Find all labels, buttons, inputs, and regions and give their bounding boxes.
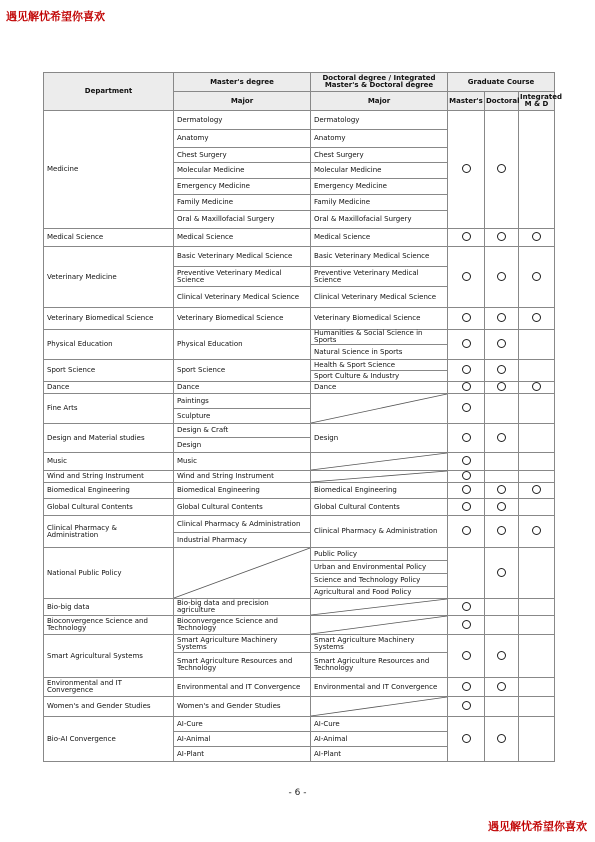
- table-row: [44, 499, 555, 516]
- masters-major-cell: Dance: [174, 382, 311, 394]
- department-cell: Music: [44, 453, 174, 471]
- circle-icon: [497, 232, 506, 241]
- masters-course-mark: [448, 678, 485, 697]
- doctoral-course-mark: [485, 599, 519, 616]
- department-cell: Sport Science: [44, 360, 174, 382]
- masters-major-cell: Emergency Medicine: [174, 179, 311, 195]
- doctoral-course-mark: [485, 330, 519, 360]
- department-cell: Medicine: [44, 111, 174, 229]
- table-row: [44, 599, 555, 616]
- department-cell: Veterinary Medicine: [44, 247, 174, 308]
- masters-course-mark: [448, 516, 485, 548]
- masters-course-mark: [448, 483, 485, 499]
- integrated-course-mark: [519, 394, 555, 424]
- masters-major-cell: Basic Veterinary Medical Science: [174, 247, 311, 267]
- header-major-masters: Major: [174, 92, 311, 111]
- masters-major-cell: Global Cultural Contents: [174, 499, 311, 516]
- circle-icon: [462, 272, 471, 281]
- doctoral-major-cell: Emergency Medicine: [311, 179, 448, 195]
- masters-major-cell: Women's and Gender Studies: [174, 697, 311, 717]
- masters-major-cell: Chest Surgery: [174, 148, 311, 163]
- doctoral-major-cell: Smart Agriculture Machinery Systems: [311, 635, 448, 653]
- masters-major-cell: Music: [174, 453, 311, 471]
- not-offered-slash: [311, 471, 447, 482]
- doctoral-not-offered-cell: [311, 394, 448, 424]
- circle-icon: [462, 502, 471, 511]
- department-cell: Wind and String Instrument: [44, 471, 174, 483]
- page-number: - 6 -: [288, 788, 307, 798]
- masters-major-cell: Clinical Veterinary Medical Science: [174, 287, 311, 308]
- circle-icon: [497, 313, 506, 322]
- integrated-course-mark: [519, 229, 555, 247]
- table-row: [44, 616, 555, 635]
- circle-icon: [462, 456, 471, 465]
- doctoral-major-cell: Dermatology: [311, 111, 448, 130]
- circle-icon: [462, 433, 471, 442]
- doctoral-course-mark: [485, 308, 519, 330]
- masters-major-cell: Clinical Pharmacy & Administration: [174, 516, 311, 533]
- masters-course-mark: [448, 229, 485, 247]
- masters-major-cell: Oral & Maxillofacial Surgery: [174, 211, 311, 229]
- table-row: [44, 483, 555, 499]
- department-cell: Global Cultural Contents: [44, 499, 174, 516]
- department-cell: Physical Education: [44, 330, 174, 360]
- integrated-course-mark: [519, 635, 555, 678]
- table-row: [44, 382, 555, 394]
- circle-icon: [532, 485, 541, 494]
- masters-major-cell: Smart Agriculture Resources and Technology: [174, 653, 311, 678]
- masters-course-mark: [448, 424, 485, 453]
- table-row: [44, 678, 555, 697]
- doctoral-course-mark: [485, 382, 519, 394]
- doctoral-major-cell: Dance: [311, 382, 448, 394]
- header-major-doctoral: Major: [311, 92, 448, 111]
- circle-icon: [462, 734, 471, 743]
- table-row: [44, 229, 555, 247]
- circle-icon: [497, 382, 506, 391]
- department-cell: Clinical Pharmacy & Administration: [44, 516, 174, 548]
- circle-icon: [532, 272, 541, 281]
- circle-icon: [497, 365, 506, 374]
- integrated-course-mark: [519, 483, 555, 499]
- doctoral-course-mark: [485, 111, 519, 229]
- masters-not-offered-cell: [174, 548, 311, 599]
- doctoral-course-mark: [485, 229, 519, 247]
- doctoral-major-cell: Humanities & Social Science in Sports: [311, 330, 448, 345]
- circle-icon: [497, 682, 506, 691]
- masters-course-mark: [448, 111, 485, 229]
- doctoral-major-cell: AI-Plant: [311, 747, 448, 762]
- masters-major-cell: Bio-big data and precision agriculture: [174, 599, 311, 616]
- department-cell: Bio-AI Convergence: [44, 717, 174, 762]
- circle-icon: [497, 651, 506, 660]
- masters-course-mark: [448, 635, 485, 678]
- masters-major-cell: AI-Animal: [174, 732, 311, 747]
- integrated-course-mark: [519, 599, 555, 616]
- masters-course-mark: [448, 616, 485, 635]
- doctoral-major-cell: Natural Science in Sports: [311, 345, 448, 360]
- masters-major-cell: Sport Science: [174, 360, 311, 382]
- masters-major-cell: Paintings: [174, 394, 311, 409]
- integrated-course-mark: [519, 548, 555, 599]
- department-cell: Bio-big data: [44, 599, 174, 616]
- table-row: [44, 548, 555, 561]
- doctoral-course-mark: [485, 678, 519, 697]
- doctoral-major-cell: Basic Veterinary Medical Science: [311, 247, 448, 267]
- masters-major-cell: Sculpture: [174, 409, 311, 424]
- integrated-course-mark: [519, 499, 555, 516]
- not-offered-slash: [311, 599, 447, 615]
- masters-course-mark: [448, 499, 485, 516]
- masters-major-cell: Preventive Veterinary Medical Science: [174, 267, 311, 287]
- not-offered-slash: [311, 616, 447, 634]
- integrated-course-mark: [519, 471, 555, 483]
- doctoral-major-cell: Molecular Medicine: [311, 163, 448, 179]
- doctoral-not-offered-cell: [311, 599, 448, 616]
- doctoral-course-mark: [485, 516, 519, 548]
- doctoral-course-mark: [485, 483, 519, 499]
- circle-icon: [532, 382, 541, 391]
- header-masters: Master's: [448, 92, 485, 111]
- masters-major-cell: Industrial Pharmacy: [174, 533, 311, 548]
- circle-icon: [462, 339, 471, 348]
- integrated-course-mark: [519, 516, 555, 548]
- table-row: [44, 471, 555, 483]
- doctoral-major-cell: AI-Cure: [311, 717, 448, 732]
- doctoral-major-cell: Anatomy: [311, 130, 448, 148]
- doctoral-major-cell: Preventive Veterinary Medical Science: [311, 267, 448, 287]
- doctoral-course-mark: [485, 697, 519, 717]
- circle-icon: [462, 602, 471, 611]
- masters-major-cell: Physical Education: [174, 330, 311, 360]
- masters-course-mark: [448, 453, 485, 471]
- header-doctoral-degree: Doctoral degree / Integrated Master's & Doctoral degree: [311, 73, 448, 92]
- masters-course-mark: [448, 330, 485, 360]
- doctoral-course-mark: [485, 635, 519, 678]
- header-masters-degree: Master's degree: [174, 73, 311, 92]
- doctoral-major-cell: Agricultural and Food Policy: [311, 587, 448, 599]
- table-row: [44, 697, 555, 717]
- not-offered-slash: [311, 453, 447, 470]
- integrated-course-mark: [519, 424, 555, 453]
- masters-major-cell: Medical Science: [174, 229, 311, 247]
- masters-major-cell: Family Medicine: [174, 195, 311, 211]
- circle-icon: [497, 272, 506, 281]
- doctoral-major-cell: Biomedical Engineering: [311, 483, 448, 499]
- doctoral-major-cell: Environmental and IT Convergence: [311, 678, 448, 697]
- doctoral-major-cell: Urban and Environmental Policy: [311, 561, 448, 574]
- doctoral-major-cell: Health & Sport Science: [311, 360, 448, 371]
- circle-icon: [462, 313, 471, 322]
- not-offered-slash: [311, 394, 447, 423]
- masters-course-mark: [448, 382, 485, 394]
- masters-major-cell: Dermatology: [174, 111, 311, 130]
- masters-course-mark: [448, 599, 485, 616]
- masters-course-mark: [448, 717, 485, 762]
- doctoral-major-cell: Oral & Maxillofacial Surgery: [311, 211, 448, 229]
- doctoral-major-cell: AI-Animal: [311, 732, 448, 747]
- masters-major-cell: AI-Plant: [174, 747, 311, 762]
- table-row: [44, 360, 555, 371]
- masters-major-cell: Design & Craft: [174, 424, 311, 438]
- doctoral-major-cell: Chest Surgery: [311, 148, 448, 163]
- watermark-bottom: 遇见解忧希望你喜欢: [488, 820, 587, 833]
- doctoral-course-mark: [485, 548, 519, 599]
- doctoral-course-mark: [485, 360, 519, 382]
- circle-icon: [497, 526, 506, 535]
- masters-major-cell: Environmental and IT Convergence: [174, 678, 311, 697]
- integrated-course-mark: [519, 382, 555, 394]
- table-row: [44, 424, 555, 438]
- not-offered-slash: [174, 548, 310, 598]
- department-cell: Dance: [44, 382, 174, 394]
- doctoral-major-cell: Design: [311, 424, 448, 453]
- doctoral-course-mark: [485, 717, 519, 762]
- masters-course-mark: [448, 308, 485, 330]
- masters-major-cell: Molecular Medicine: [174, 163, 311, 179]
- header-graduate-course: Graduate Course: [448, 73, 555, 92]
- doctoral-major-cell: Public Policy: [311, 548, 448, 561]
- circle-icon: [497, 485, 506, 494]
- masters-course-mark: [448, 247, 485, 308]
- header-department: Department: [44, 73, 174, 111]
- header-integrated: Integrated M & D: [519, 92, 555, 111]
- circle-icon: [462, 471, 471, 480]
- masters-major-cell: AI-Cure: [174, 717, 311, 732]
- doctoral-course-mark: [485, 394, 519, 424]
- graduate-program-table: [43, 72, 562, 762]
- circle-icon: [532, 313, 541, 322]
- doctoral-course-mark: [485, 616, 519, 635]
- circle-icon: [532, 526, 541, 535]
- department-cell: Medical Science: [44, 229, 174, 247]
- department-cell: Women's and Gender Studies: [44, 697, 174, 717]
- department-cell: Bioconvergence Science and Technology: [44, 616, 174, 635]
- doctoral-not-offered-cell: [311, 453, 448, 471]
- circle-icon: [462, 382, 471, 391]
- doctoral-course-mark: [485, 247, 519, 308]
- masters-course-mark: [448, 471, 485, 483]
- doctoral-course-mark: [485, 499, 519, 516]
- department-cell: Fine Arts: [44, 394, 174, 424]
- circle-icon: [462, 701, 471, 710]
- doctoral-major-cell: Clinical Veterinary Medical Science: [311, 287, 448, 308]
- watermark-top: 遇见解忧希望你喜欢: [6, 10, 105, 23]
- circle-icon: [462, 164, 471, 173]
- doctoral-major-cell: Veterinary Biomedical Science: [311, 308, 448, 330]
- masters-major-cell: Design: [174, 438, 311, 453]
- doctoral-major-cell: Global Cultural Contents: [311, 499, 448, 516]
- doctoral-major-cell: Medical Science: [311, 229, 448, 247]
- integrated-course-mark: [519, 111, 555, 229]
- masters-course-mark: [448, 360, 485, 382]
- masters-major-cell: Bioconvergence Science and Technology: [174, 616, 311, 635]
- department-cell: Environmental and IT Convergence: [44, 678, 174, 697]
- integrated-course-mark: [519, 360, 555, 382]
- doctoral-course-mark: [485, 424, 519, 453]
- not-offered-slash: [311, 697, 447, 716]
- table-row: [44, 111, 555, 130]
- circle-icon: [462, 651, 471, 660]
- table-row: [44, 635, 555, 653]
- circle-icon: [462, 232, 471, 241]
- department-cell: National Public Policy: [44, 548, 174, 599]
- masters-major-cell: Veterinary Biomedical Science: [174, 308, 311, 330]
- circle-icon: [462, 403, 471, 412]
- doctoral-major-cell: Sport Culture & Industry: [311, 371, 448, 382]
- table-row: [44, 717, 555, 732]
- masters-course-mark: [448, 697, 485, 717]
- doctoral-major-cell: Clinical Pharmacy & Administration: [311, 516, 448, 548]
- masters-course-mark: [448, 394, 485, 424]
- circle-icon: [462, 485, 471, 494]
- circle-icon: [462, 682, 471, 691]
- circle-icon: [497, 568, 506, 577]
- circle-icon: [497, 734, 506, 743]
- circle-icon: [497, 433, 506, 442]
- doctoral-major-cell: Family Medicine: [311, 195, 448, 211]
- circle-icon: [497, 502, 506, 511]
- table-row: [44, 394, 555, 409]
- table-row: [44, 453, 555, 471]
- integrated-course-mark: [519, 308, 555, 330]
- department-cell: Design and Material studies: [44, 424, 174, 453]
- circle-icon: [462, 365, 471, 374]
- masters-major-cell: Anatomy: [174, 130, 311, 148]
- masters-major-cell: Wind and String Instrument: [174, 471, 311, 483]
- table-row: [44, 330, 555, 345]
- integrated-course-mark: [519, 717, 555, 762]
- masters-major-cell: Smart Agriculture Machinery Systems: [174, 635, 311, 653]
- table-row: [44, 308, 555, 330]
- department-cell: Smart Agricultural Systems: [44, 635, 174, 678]
- circle-icon: [497, 339, 506, 348]
- integrated-course-mark: [519, 247, 555, 308]
- circle-icon: [462, 620, 471, 629]
- integrated-course-mark: [519, 616, 555, 635]
- circle-icon: [497, 164, 506, 173]
- doctoral-course-mark: [485, 471, 519, 483]
- table-row: [44, 516, 555, 533]
- integrated-course-mark: [519, 697, 555, 717]
- circle-icon: [532, 232, 541, 241]
- doctoral-not-offered-cell: [311, 471, 448, 483]
- doctoral-major-cell: Science and Technology Policy: [311, 574, 448, 587]
- masters-major-cell: Biomedical Engineering: [174, 483, 311, 499]
- doctoral-not-offered-cell: [311, 616, 448, 635]
- table-row: [44, 247, 555, 267]
- department-cell: Veterinary Biomedical Science: [44, 308, 174, 330]
- circle-icon: [462, 526, 471, 535]
- header-doctoral: Doctoral: [485, 92, 519, 111]
- doctoral-not-offered-cell: [311, 697, 448, 717]
- doctoral-major-cell: Smart Agriculture Resources and Technology: [311, 653, 448, 678]
- department-cell: Biomedical Engineering: [44, 483, 174, 499]
- masters-course-mark: [448, 548, 485, 599]
- integrated-course-mark: [519, 453, 555, 471]
- integrated-course-mark: [519, 678, 555, 697]
- integrated-course-mark: [519, 330, 555, 360]
- doctoral-course-mark: [485, 453, 519, 471]
